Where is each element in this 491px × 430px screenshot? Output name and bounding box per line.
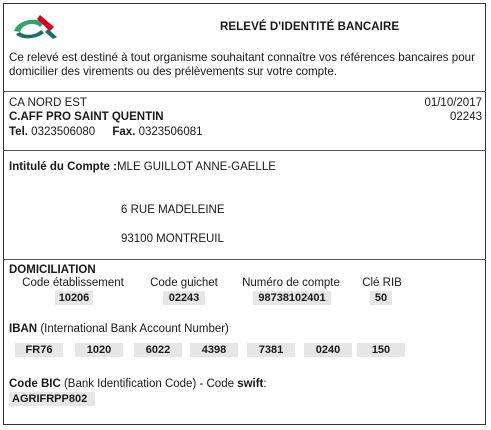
code-guichet-value: 02243	[163, 291, 205, 305]
bic-desc: (Bank Identification Code) - Code	[60, 378, 238, 390]
bic-colon: :	[263, 378, 267, 390]
numero-compte-label: Numéro de compte	[242, 277, 340, 289]
numero-compte-value: 98738102401	[253, 291, 331, 305]
domiciliation-heading: DOMICILIATION	[9, 264, 96, 276]
address-line-1: 6 RUE MADELEINE	[121, 204, 225, 216]
tel-value: 0323506080	[31, 126, 96, 138]
statement-date: 01/10/2017	[424, 97, 482, 109]
iban-group: 150	[357, 343, 405, 357]
iban-group: 6022	[134, 343, 182, 357]
code-etablissement-value: 10206	[55, 291, 93, 305]
holder-name: MLE GUILLOT ANNE-GAELLE	[116, 161, 276, 173]
bank-name: CA NORD EST	[9, 97, 87, 109]
tel-label: Tel.	[9, 126, 28, 138]
contact-line	[9, 126, 203, 138]
intro-text: Ce relevé est destiné à tout organisme souhaitant connaître vos références bancaires pour domicilier des virements ou des prélèvements sur votre compte.	[9, 51, 475, 78]
fax-value: 0323506081	[138, 126, 203, 138]
code-guichet-label: Code guichet	[150, 277, 218, 289]
bic-value: AGRIFRPP802	[9, 392, 95, 406]
iban-desc: (International Bank Account Number)	[37, 323, 229, 335]
divider	[3, 259, 486, 260]
swift-label: swift	[237, 378, 264, 390]
bic-label: Code BIC	[9, 378, 61, 390]
holder-line	[9, 161, 276, 173]
agency-code: 02243	[450, 111, 482, 123]
divider	[3, 91, 486, 92]
fax-label: Fax.	[112, 126, 136, 138]
agency-name: C.AFF PRO SAINT QUENTIN	[9, 111, 164, 123]
document-title: RELEVÉ D'IDENTITÉ BANCAIRE	[220, 21, 400, 33]
iban-group: 0240	[304, 343, 352, 357]
address-line-2: 93100 MONTREUIL	[121, 233, 224, 245]
iban-line	[9, 323, 229, 335]
bic-line	[9, 378, 267, 390]
iban-label: IBAN	[9, 323, 38, 335]
credit-agricole-logo	[10, 9, 60, 43]
code-etablissement-label: Code établissement	[22, 277, 124, 289]
iban-group: FR76	[15, 343, 63, 357]
cle-rib-label: Clé RIB	[362, 277, 402, 289]
iban-group: 4398	[190, 343, 238, 357]
iban-group: 1020	[75, 343, 123, 357]
holder-label: Intitulé du Compte :	[9, 161, 117, 173]
divider	[3, 150, 486, 151]
iban-group: 7381	[247, 343, 295, 357]
cle-rib-value: 50	[370, 291, 392, 305]
